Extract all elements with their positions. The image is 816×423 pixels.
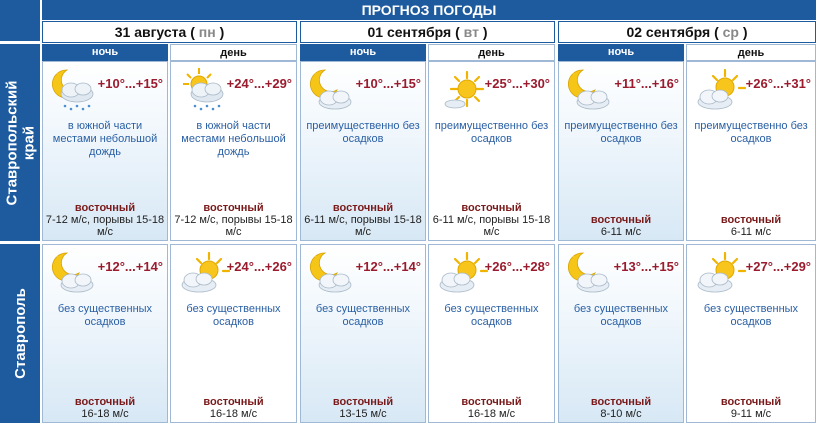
day-forecast-cell [428, 244, 555, 423]
wind-speed: 16-18 м/с [209, 408, 258, 420]
wind-direction: восточный [203, 202, 264, 214]
wind-direction: восточный [74, 396, 136, 408]
region-name: Ставропольский край [3, 80, 37, 205]
temperature-range: +25°...+30° [484, 76, 550, 91]
precipitation-description: без существенных осадков [57, 303, 153, 328]
wind-info [687, 214, 815, 238]
wind-direction: восточный [720, 396, 782, 408]
moon-cloud-icon [305, 249, 361, 297]
night-label: ночь [558, 44, 684, 61]
temperature-range: +24°...+26° [226, 259, 292, 274]
day-forecast-cell [170, 244, 297, 423]
night-forecast-cell [558, 244, 684, 423]
wind-info [559, 214, 683, 238]
temperature-range: +24°...+29° [226, 76, 292, 91]
wind-direction: восточный [461, 202, 522, 214]
temperature-range: +10°...+15° [97, 76, 163, 91]
wind-info [171, 396, 296, 420]
wind-speed: 6-11 м/с [600, 226, 642, 238]
wind-speed: 16-18 м/с [467, 408, 516, 420]
moon-cloud-icon [563, 249, 619, 297]
day-label: день [170, 44, 297, 61]
night-label: ночь [300, 44, 426, 61]
precipitation-description: в южной части местами небольшой дождь [52, 120, 158, 158]
sun-cloud-icon [691, 66, 747, 114]
wind-info [301, 396, 425, 420]
night-forecast-cell [42, 244, 168, 423]
wind-info [687, 396, 815, 420]
wind-direction: восточный [720, 214, 782, 226]
wind-info [429, 202, 554, 238]
wind-speed: 7-12 м/с, порывы 15-18 м/с [174, 214, 293, 238]
day-label: день [686, 44, 816, 61]
moon-cloud-icon [305, 66, 361, 114]
day-date: 01 сентября [367, 24, 452, 40]
wind-info [301, 202, 425, 238]
precipitation-description: преимущественно без осадков [434, 120, 549, 145]
temperature-range: +26°...+31° [745, 76, 811, 91]
night-forecast-cell [300, 61, 426, 241]
night-label: ночь [42, 44, 168, 61]
moon-cloud-icon [47, 249, 103, 297]
wind-info [171, 202, 296, 238]
wind-direction: восточный [461, 396, 522, 408]
precipitation-description: преимущественно без осадков [306, 120, 420, 145]
night-forecast-cell [42, 61, 168, 241]
precipitation-description: без существенных осадков [703, 303, 799, 328]
day-header: 31 августа ( пн ) [42, 21, 297, 43]
day-forecast-cell [428, 61, 555, 241]
wind-speed: 16-18 м/с [81, 408, 129, 420]
precipitation-description: без существенных осадков [186, 303, 281, 328]
precipitation-description: без существенных осадков [573, 303, 669, 328]
wind-speed: 6-11 м/с, порывы 15-18 м/с [432, 214, 551, 238]
day-forecast-cell [686, 244, 816, 423]
wind-speed: 6-11 м/с [730, 226, 772, 238]
night-forecast-cell [558, 61, 684, 241]
wind-direction: восточный [332, 202, 394, 214]
temperature-range: +10°...+15° [355, 76, 421, 91]
moon-cloud-rain-icon [47, 66, 103, 114]
temperature-range: +12°...+14° [97, 259, 163, 274]
region-name: Ставрополь [11, 288, 29, 379]
wind-info [429, 396, 554, 420]
header-corner [0, 0, 40, 41]
precipitation-description: преимущественно без осадков [694, 120, 808, 145]
sun-icon [433, 66, 489, 114]
night-forecast-cell [300, 244, 426, 423]
wind-info [559, 396, 683, 420]
temperature-range: +12°...+14° [355, 259, 421, 274]
day-header: 01 сентября ( вт ) [300, 21, 555, 43]
region-label [0, 44, 40, 241]
day-label: день [428, 44, 555, 61]
temperature-range: +11°...+16° [614, 76, 679, 91]
day-forecast-cell [686, 61, 816, 241]
temperature-range: +27°...+29° [745, 259, 811, 274]
wind-info [43, 396, 167, 420]
day-date: 02 сентября [626, 24, 711, 40]
sun-cloud-icon [175, 249, 231, 297]
wind-direction: восточный [203, 396, 264, 408]
day-weekday: вт [463, 24, 479, 40]
sun-cloud-icon [433, 249, 489, 297]
day-header: 02 сентября ( ср ) [558, 21, 816, 43]
precipitation-description: без существенных осадков [444, 303, 539, 328]
wind-direction: восточный [332, 396, 394, 408]
sun-cloud-rain-icon [175, 66, 231, 114]
moon-cloud-icon [563, 66, 619, 114]
day-forecast-cell [170, 61, 297, 241]
wind-speed: 13-15 м/с [339, 408, 387, 420]
wind-speed: 9-11 м/с [730, 408, 772, 420]
wind-direction: восточный [590, 396, 652, 408]
day-weekday: пн [198, 24, 216, 40]
page-title: ПРОГНОЗ ПОГОДЫ [42, 0, 816, 20]
wind-info [43, 202, 167, 238]
wind-speed: 6-11 м/с, порывы 15-18 м/с [304, 214, 422, 238]
temperature-range: +13°...+15° [613, 259, 679, 274]
precipitation-description: преимущественно без осадков [564, 120, 678, 145]
precipitation-description: без существенных осадков [315, 303, 411, 328]
day-weekday: ср [722, 24, 739, 40]
wind-direction: восточный [590, 214, 652, 226]
temperature-range: +26°...+28° [484, 259, 550, 274]
region-label [0, 244, 40, 423]
day-date: 31 августа [114, 24, 187, 40]
wind-speed: 7-12 м/с, порывы 15-18 м/с [45, 214, 165, 238]
precipitation-description: в южной части местами небольшой дождь [181, 120, 286, 158]
wind-direction: восточный [74, 202, 136, 214]
wind-speed: 8-10 м/с [600, 408, 642, 420]
sun-cloud-icon [691, 249, 747, 297]
